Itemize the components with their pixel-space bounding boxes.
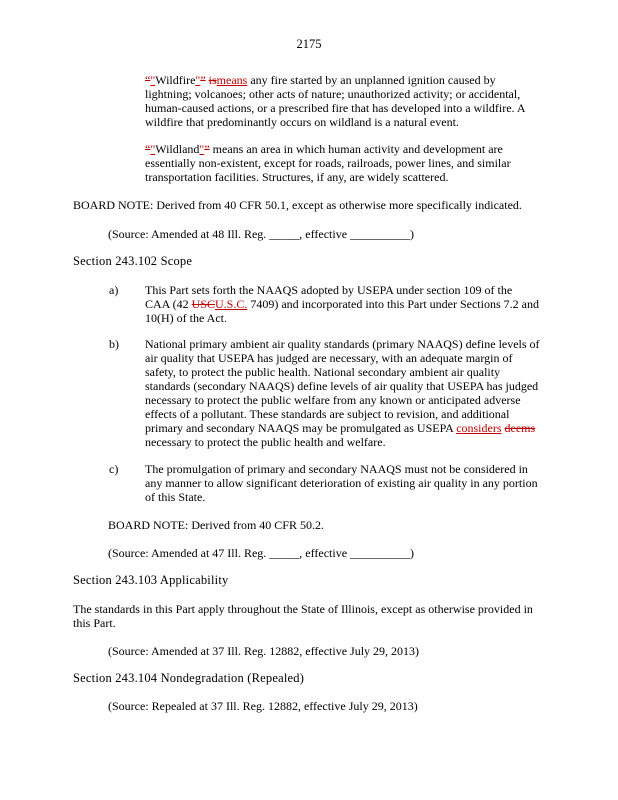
definition-line: lightning; volcanoes; other acts of nature; unauthorized activity; or accidental, <box>145 87 521 101</box>
item-label-b: b) <box>109 337 119 351</box>
source-note: (Source: Amended at 48 Ill. Reg. _____, effective __________) <box>108 227 415 241</box>
item-text: primary and secondary NAAQS may be promulgated as USEPA <box>145 421 457 435</box>
item-line: of this State. <box>145 490 206 504</box>
definition-text: means an area in which human activity and development are <box>212 142 503 156</box>
item-text-b <box>145 337 545 449</box>
board-note: BOARD NOTE: Derived from 40 CFR 50.2. <box>108 518 324 532</box>
body-line: this Part. <box>73 616 116 630</box>
deleted-text: USC <box>191 297 216 311</box>
item-line: The promulgation of primary and secondary NAAQS must not be considered in <box>145 462 528 476</box>
inserted-text: U.S.C. <box>215 297 248 311</box>
section-heading-102: Section 243.102 Scope <box>73 254 193 268</box>
inserted-text: considers <box>456 421 502 435</box>
section-heading-104: Section 243.104 Nondegradation (Repealed) <box>73 671 305 685</box>
board-note: BOARD NOTE: Derived from 40 CFR 50.1, except as otherwise more specifically indicated. <box>73 198 522 212</box>
definition-wildland <box>145 142 545 184</box>
source-note: (Source: Amended at 47 Ill. Reg. _____, effective __________) <box>108 546 415 560</box>
inserted-quote: " <box>150 142 156 156</box>
deleted-quote: “ <box>145 73 151 87</box>
item-text: 7409) and incorporated into this Part under Sections 7.2 and <box>247 297 539 311</box>
definition-line <box>145 142 545 156</box>
inserted-quote: " <box>150 73 156 87</box>
deleted-text: is <box>208 73 217 87</box>
deleted-quote: ” <box>200 73 206 87</box>
item-label-a: a) <box>109 283 119 297</box>
item-line: effects of a pollutant. These standards are subject to revision, and additional <box>145 407 510 421</box>
item-line: 10(H) of the Act. <box>145 311 227 325</box>
item-text: CAA (42 <box>145 297 192 311</box>
definition-line <box>145 73 545 87</box>
section-heading-103: Section 243.103 Applicability <box>73 573 229 587</box>
definition-wildfire <box>145 73 545 129</box>
item-line: necessary to protect the public health and welfare. <box>145 435 386 449</box>
item-line: air quality that USEPA has judged are necessary, with an adequate margin of <box>145 351 513 365</box>
definition-line: human-caused actions, or a prescribed fire that has developed into a wildfire. A <box>145 101 526 115</box>
item-text-a <box>145 283 545 325</box>
item-line <box>145 421 545 435</box>
inserted-text: means <box>216 73 248 87</box>
inserted-quote: " <box>195 73 201 87</box>
section-body-103 <box>73 602 548 630</box>
deleted-quote: ” <box>204 142 210 156</box>
source-note: (Source: Repealed at 37 Ill. Reg. 12882, effective July 29, 2013) <box>108 699 418 713</box>
deleted-text: deems <box>504 421 536 435</box>
item-line: standards (secondary NAAQS) define levels of air quality that USEPA has judged <box>145 379 539 393</box>
page-number: 2175 <box>296 37 322 51</box>
item-text-c <box>145 462 545 504</box>
item-label-c: c) <box>109 462 119 476</box>
item-line: any manner to allow significant deterioration of existing air quality in any portion <box>145 476 538 490</box>
body-line: The standards in this Part apply throughout the State of Illinois, except as otherwise provided in <box>73 602 533 616</box>
defined-term: Wildfire <box>155 73 196 87</box>
item-line: National primary ambient air quality standards (primary NAAQS) define levels of <box>145 337 540 351</box>
inserted-quote: " <box>199 142 205 156</box>
source-note: (Source: Amended at 37 Ill. Reg. 12882, effective July 29, 2013) <box>108 644 420 658</box>
item-line: necessary to protect the public welfare from any known or anticipated adverse <box>145 393 521 407</box>
definition-line: transportation facilities. Structures, if any, are widely scattered. <box>145 170 449 184</box>
item-line: This Part sets forth the NAAQS adopted by USEPA under section 109 of the <box>145 283 513 297</box>
deleted-quote: “ <box>145 142 151 156</box>
definition-line: essentially non-existent, except for roads, railroads, power lines, and similar <box>145 156 511 170</box>
item-line <box>145 297 545 311</box>
defined-term: Wildland <box>155 142 200 156</box>
item-line: safety, to protect the public health. National secondary ambient air quality <box>145 365 501 379</box>
definition-line: wildfire that predominantly occurs on wildland is a natural event. <box>145 115 459 129</box>
definition-text: any fire started by an unplanned ignition caused by <box>250 73 496 87</box>
